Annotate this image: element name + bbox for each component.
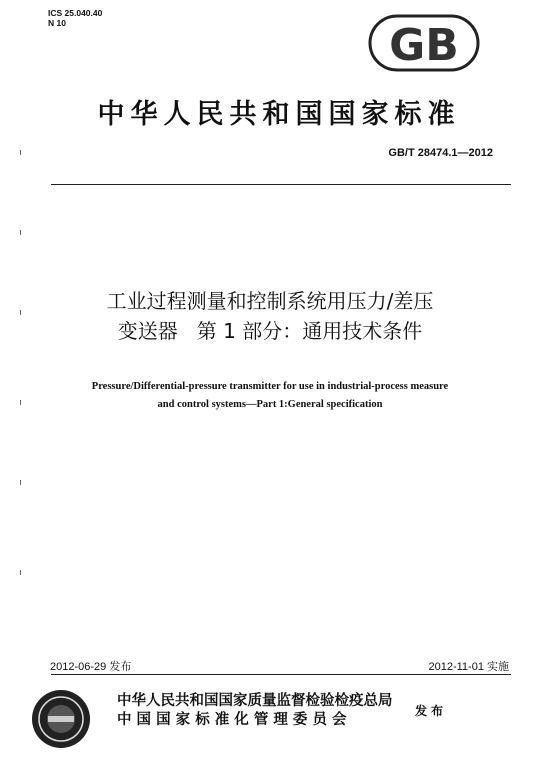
- classification-codes: [48, 8, 102, 28]
- standard-number: GB/T 28474.1—2012: [388, 147, 493, 159]
- margin-mark: [20, 400, 21, 405]
- english-title-line1: Pressure/Differential-pressure transmitter for use in industrial-process measure: [91, 381, 449, 392]
- publish-date: 2012-06-29 发布: [50, 661, 132, 673]
- issuer-line2: 中 国 国 家 标 准 化 管 理 委 员 会: [117, 712, 347, 728]
- margin-mark: [20, 480, 21, 485]
- english-title: [30, 378, 510, 414]
- standard-body-title: 中华人民共和国国家标准: [97, 99, 461, 130]
- english-title-line2: and control systems—Part 1:General specification: [157, 399, 383, 410]
- chinese-title-line1: 工业过程测量和控制系统用压力/差压: [106, 289, 434, 313]
- chinese-title: [30, 286, 510, 346]
- anti-counterfeit-seal-icon: [30, 688, 92, 750]
- footer-divider: [51, 674, 511, 675]
- margin-mark: [20, 230, 21, 235]
- issue-label: 发布: [415, 704, 448, 718]
- implement-date: 2012-11-01 实施: [428, 661, 509, 673]
- ccs-code: N 10: [48, 18, 66, 28]
- margin-mark: [20, 150, 21, 155]
- margin-mark: [20, 570, 21, 575]
- chinese-title-line2: 变送器 第 1 部分：通用技术条件: [117, 319, 423, 343]
- issuer-line1: 中华人民共和国国家质量监督检验检疫总局: [117, 693, 393, 709]
- issuing-authorities: [117, 692, 393, 730]
- header-divider: [51, 184, 511, 185]
- ics-code: ICS 25.040.40: [48, 8, 103, 18]
- svg-text:GB: GB: [389, 20, 459, 71]
- gb-logo: [368, 14, 480, 72]
- margin-mark: [20, 310, 21, 315]
